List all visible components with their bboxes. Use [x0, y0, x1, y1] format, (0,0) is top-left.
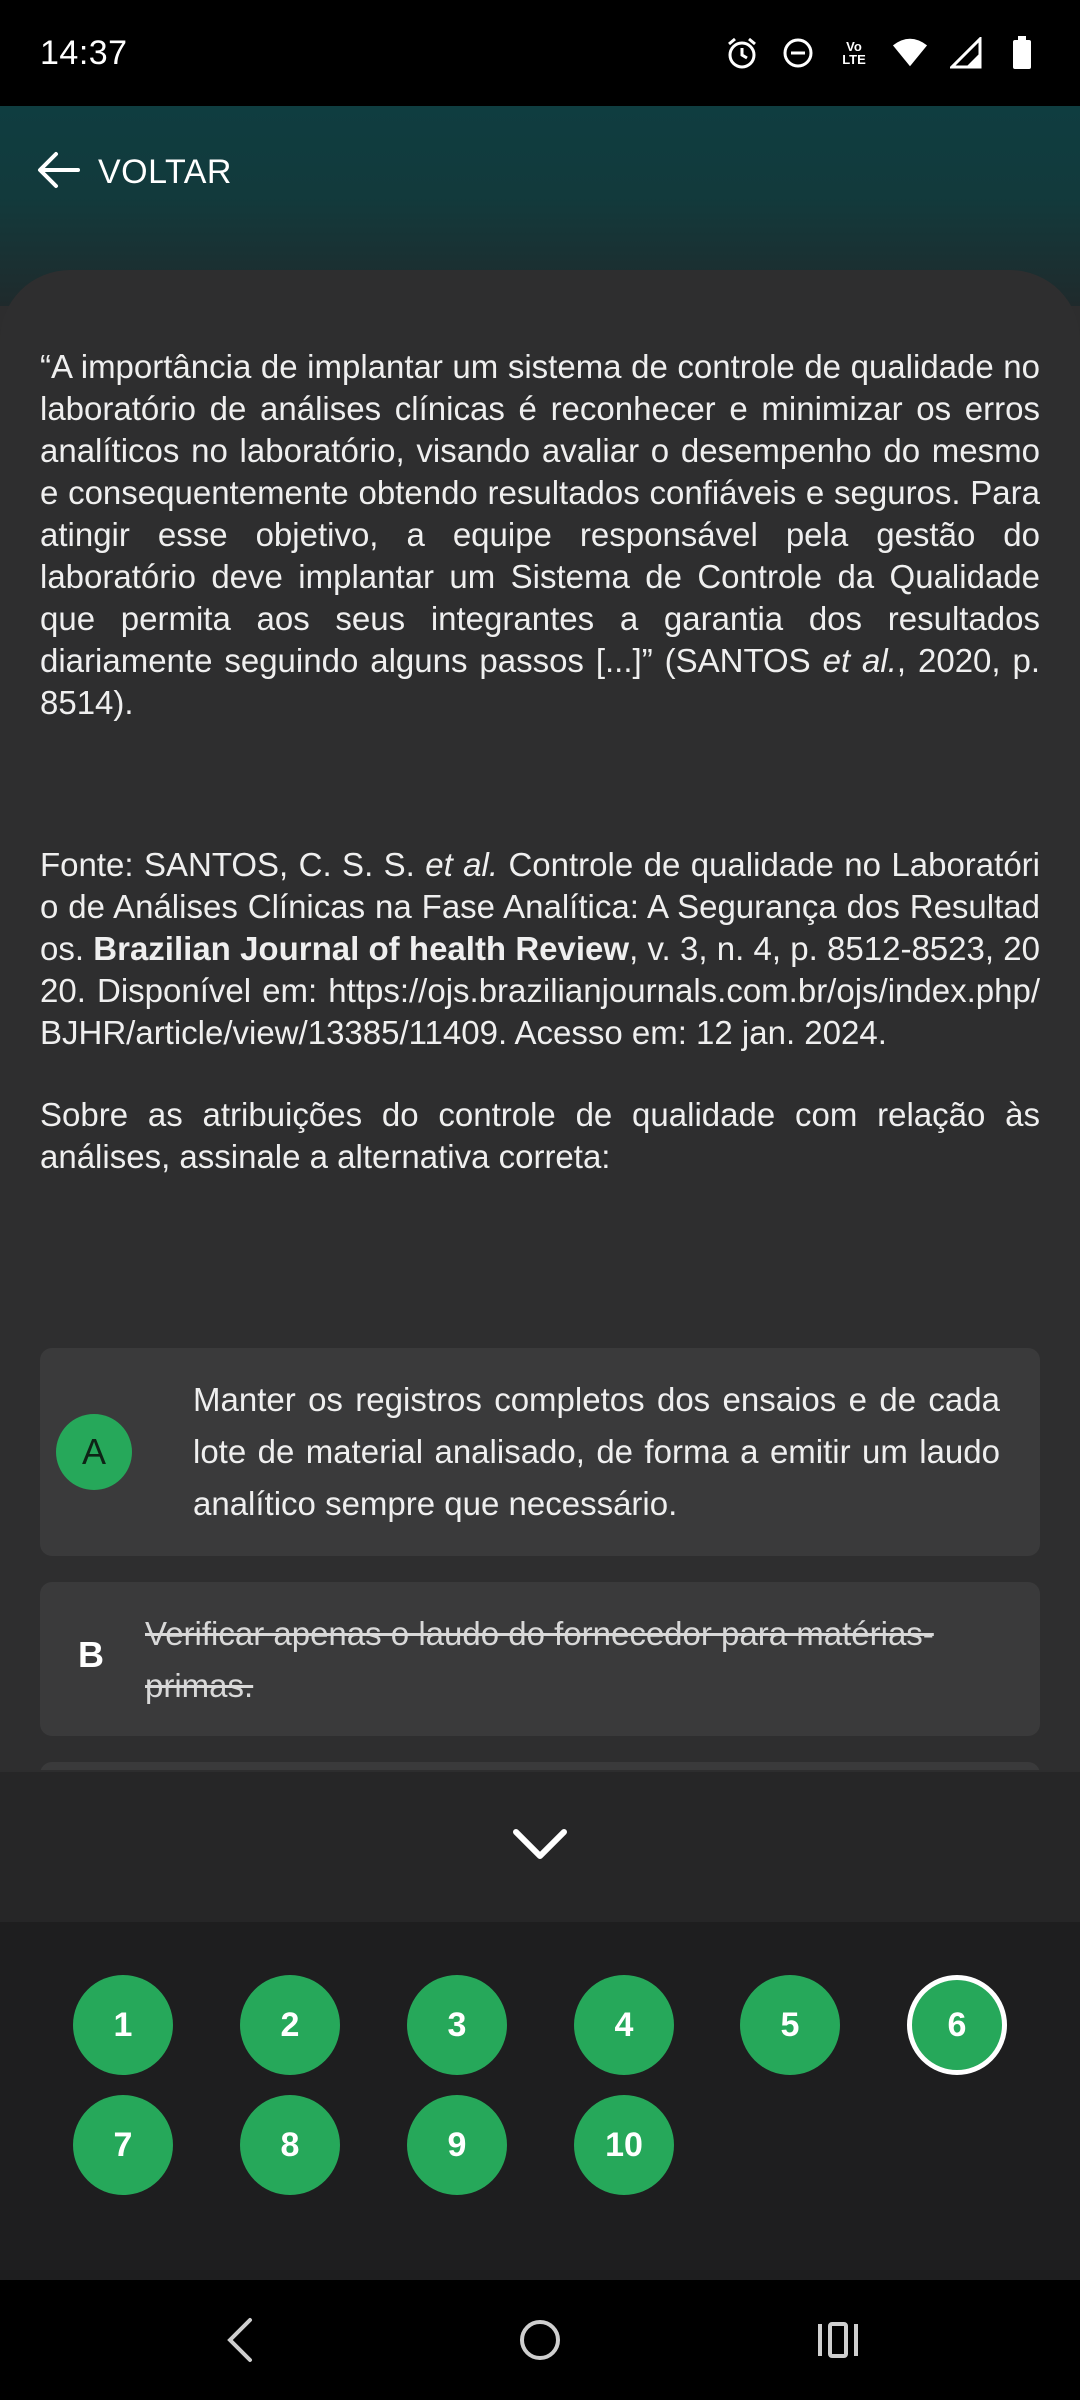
option-a-letter: A — [56, 1414, 132, 1490]
question-number-3[interactable]: 3 — [407, 1975, 507, 2075]
option-b-letter: B — [78, 1634, 104, 1675]
nav-back-icon — [220, 2316, 260, 2364]
source-etal: et al. — [425, 846, 499, 883]
volte-top-label: Vo — [846, 39, 862, 54]
back-button[interactable] — [36, 150, 232, 195]
question-number-2[interactable]: 2 — [240, 1975, 340, 2075]
question-number-10[interactable]: 10 — [574, 2095, 674, 2195]
quote-citation: , 2020, p. 8514). — [40, 642, 1041, 721]
quote-text — [40, 346, 1040, 724]
arrow-left-icon — [36, 150, 80, 195]
question-number-4[interactable]: 4 — [574, 1975, 674, 2075]
status-bar — [0, 0, 1080, 106]
nav-recents-button[interactable] — [808, 2310, 868, 2370]
source-details: , v. 3, n. 4, p. 8512-8523, 2020. Disponível em: https://ojs.brazilianjournals.com.br/ojs/index.php/BJHR/article/view/13385/11409. Acesso em: 12 jan. 2024. — [40, 930, 1040, 1051]
option-a-text: Manter os registros completos dos ensaios e de cada lote de material analisado, de forma a emitir um laudo analítico sempre que necessário. — [193, 1381, 1000, 1522]
question-number-8[interactable]: 8 — [240, 2095, 340, 2195]
question-card — [0, 270, 1080, 1770]
option-b-text: Verificar apenas o laudo do fornecedor para matérias-primas. — [145, 1615, 934, 1704]
source-text — [40, 844, 1040, 1054]
source-journal: Brazilian Journal of health Review — [93, 930, 630, 967]
alarm-icon — [724, 35, 760, 71]
question-number-6-current[interactable]: 6 — [907, 1975, 1007, 2075]
option-c-partial[interactable] — [40, 1762, 1040, 1770]
dnd-icon — [780, 35, 816, 71]
question-number-1[interactable]: 1 — [73, 1975, 173, 2075]
volte-icon — [836, 35, 872, 71]
question-number-7[interactable]: 7 — [73, 2095, 173, 2195]
nav-home-icon — [518, 2318, 562, 2362]
status-icons — [724, 35, 1040, 71]
collapse-bar[interactable] — [0, 1772, 1080, 1922]
question-number-9[interactable]: 9 — [407, 2095, 507, 2195]
wifi-icon — [892, 35, 928, 71]
nav-back-button[interactable] — [210, 2310, 270, 2370]
back-label: VOLTAR — [98, 153, 232, 191]
question-prompt: Sobre as atribuições do controle de qualidade com relação às análises, assinale a alternativa correta: — [40, 1096, 1040, 1175]
question-number-5[interactable]: 5 — [740, 1975, 840, 2075]
chevron-down-icon[interactable] — [512, 1828, 568, 1867]
signal-icon — [948, 35, 984, 71]
quote-body: “A importância de implantar um sistema de controle de qualidade no laboratório de análises clínicas é reconhecer e minimizar os erros analíticos no laboratório, visando avaliar o desempenho do mesmo e consequentemente obtendo resultados confiáveis e seguros. Para atingir esse objetivo, a equipe responsável pela gestão do laboratório deve implantar um Sistema de Controle da Qualidade que permita aos seus integrantes a garantia dos resultados diariamente seguindo alguns passos [...]” (SANTOS — [40, 348, 1040, 679]
quote-etal: et al. — [822, 642, 897, 679]
nav-recents-icon — [816, 2320, 860, 2360]
battery-icon — [1004, 35, 1040, 71]
option-b[interactable] — [40, 1582, 1040, 1736]
volte-bottom-label: LTE — [842, 52, 866, 67]
question-text-block — [40, 346, 1040, 1178]
source-title: Controle de qualidade no Laboratório de Análises Clínicas na Fase Analítica: A Segurança dos Resultados. — [40, 846, 1040, 967]
option-a[interactable] — [40, 1348, 1040, 1556]
status-time: 14:37 — [40, 33, 128, 72]
nav-home-button[interactable] — [510, 2310, 570, 2370]
options-list — [40, 1348, 1040, 1770]
question-nav-panel — [0, 1922, 1080, 2280]
source-author: Fonte: SANTOS, C. S. S. — [40, 846, 426, 883]
android-nav-bar — [0, 2280, 1080, 2400]
